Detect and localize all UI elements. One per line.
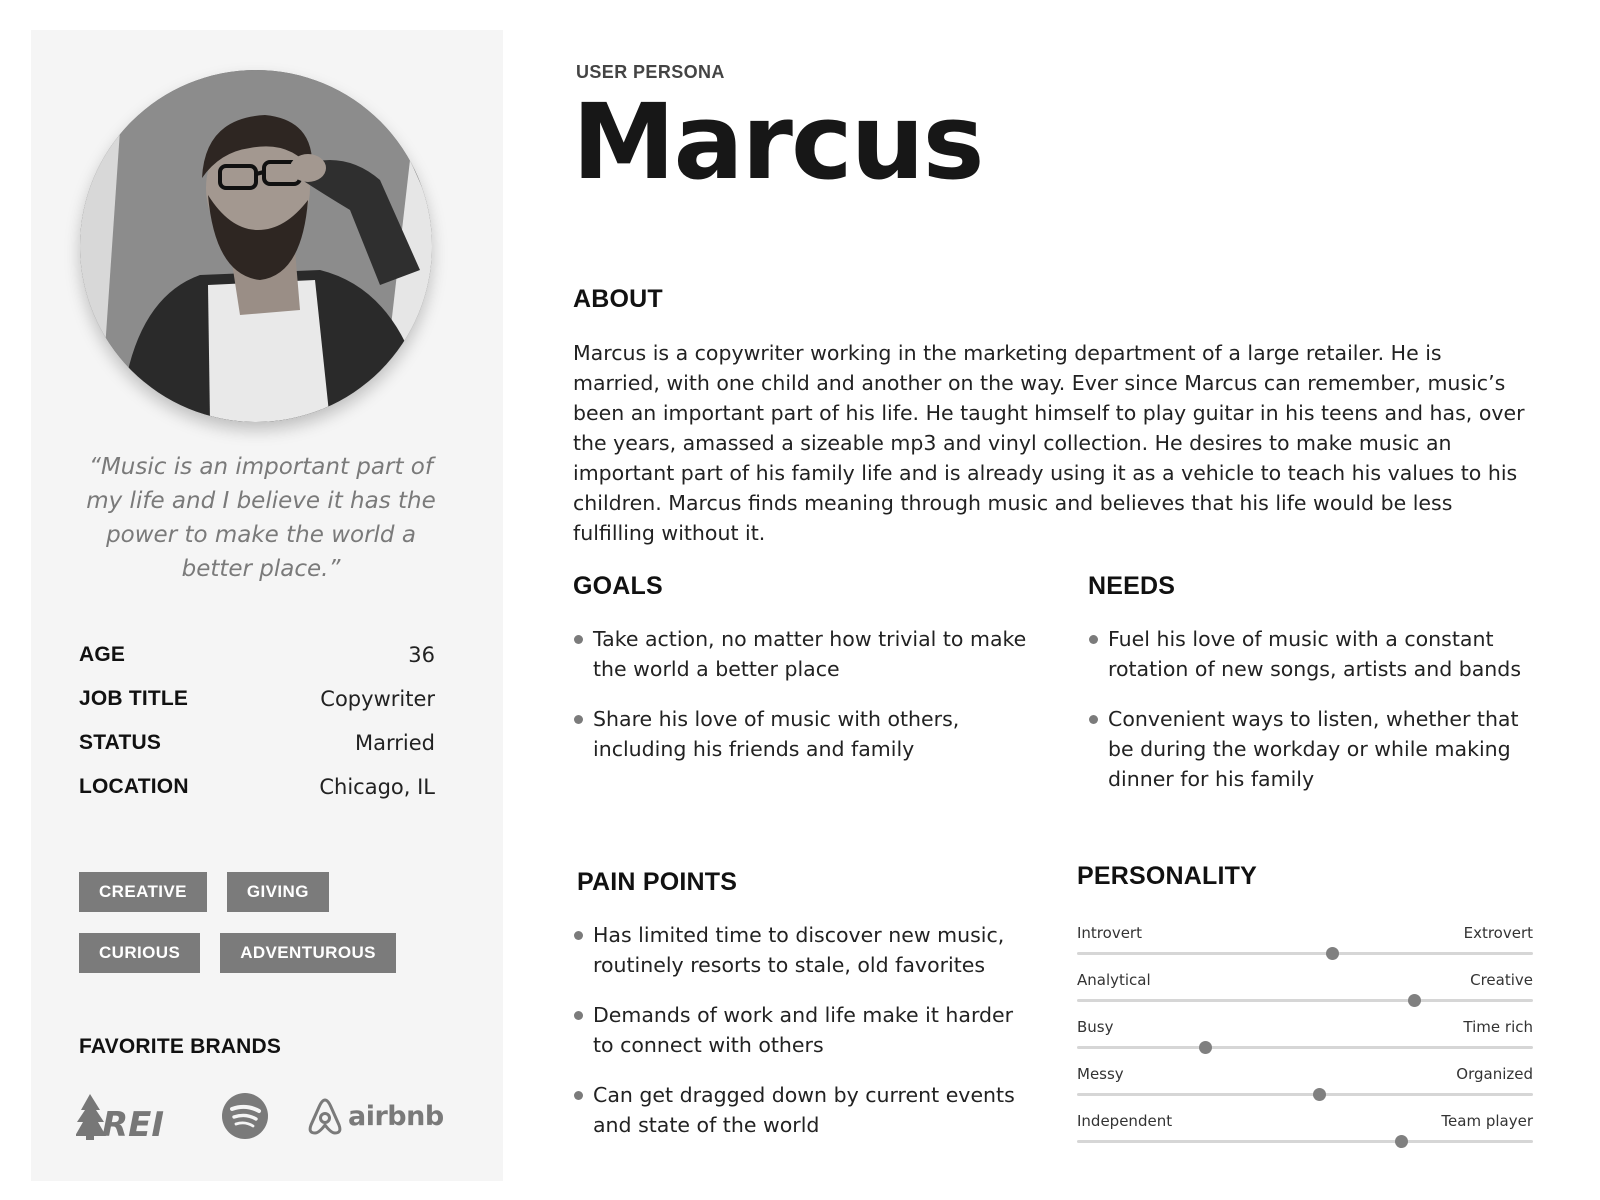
stat-row-age xyxy=(79,633,435,677)
brands-title: FAVORITE BRANDS xyxy=(79,1035,282,1058)
about-text: Marcus is a copywriter working in the marketing department of a large retailer. He is married, with one child and another on the way. Ever since Marcus can remember, music’s been an important part of his life. He taught himself to play guitar in his teens and has, over the years, amassed a sizeable mp3 and vinyl collection. He desires to make music an important part of his family life and is already using it as a vehicle to teach his values to his children. Marcus finds meaning through music and believes that his life would be less fulfilling without it. xyxy=(573,341,1525,545)
persona-sidebar xyxy=(31,30,503,1181)
svg-text:REI: REI xyxy=(102,1105,165,1140)
slider-handle[interactable] xyxy=(1408,994,1421,1007)
list-item: Demands of work and life make it harder to connect with others xyxy=(573,1000,1033,1060)
persona-name: Marcus xyxy=(572,81,983,203)
needs-title: NEEDS xyxy=(1088,572,1176,600)
about-title: ABOUT xyxy=(573,285,663,313)
slider-left-label: Analytical xyxy=(1077,971,1151,989)
persona-avatar xyxy=(80,70,432,422)
personality-sliders xyxy=(1077,922,1533,1157)
stat-value: Married xyxy=(355,731,435,755)
goals-list xyxy=(573,624,1033,784)
stat-label: AGE xyxy=(79,643,126,666)
stat-row-status xyxy=(79,721,435,765)
brand-rei xyxy=(76,1092,182,1140)
tag-adventurous: ADVENTUROUS xyxy=(220,933,396,973)
stat-label: LOCATION xyxy=(79,775,189,798)
slider-left-label: Introvert xyxy=(1077,924,1142,942)
list-item: Share his love of music with others, including his friends and family xyxy=(573,704,1033,764)
personality-title: PERSONALITY xyxy=(1077,862,1257,890)
goals-title: GOALS xyxy=(573,572,663,600)
list-item: Can get dragged down by current events and state of the world xyxy=(573,1080,1033,1140)
slider-track[interactable] xyxy=(1077,1046,1533,1049)
slider-right-label: Creative xyxy=(1470,971,1533,989)
tag-giving: GIVING xyxy=(227,872,329,912)
stat-label: JOB TITLE xyxy=(79,687,189,710)
list-item: Convenient ways to listen, whether that be during the workday or while making dinner for his family xyxy=(1088,704,1538,794)
personality-slider[interactable] xyxy=(1077,1016,1533,1063)
persona-tags xyxy=(79,872,459,994)
slider-handle[interactable] xyxy=(1313,1088,1326,1101)
spotify-logo-icon xyxy=(222,1093,268,1139)
slider-right-label: Extrovert xyxy=(1463,924,1533,942)
stat-value: Chicago, IL xyxy=(319,775,435,799)
personality-slider[interactable] xyxy=(1077,1063,1533,1110)
brand-logos xyxy=(76,1090,444,1142)
slider-left-label: Busy xyxy=(1077,1018,1114,1036)
list-item: Has limited time to discover new music, routinely resorts to stale, old favorites xyxy=(573,920,1033,980)
slider-handle[interactable] xyxy=(1199,1041,1212,1054)
persona-quote: “Music is an important part of my life and I believe it has the power to make the world a better place.” xyxy=(86,454,436,582)
page-eyebrow: USER PERSONA xyxy=(576,62,725,82)
brand-spotify xyxy=(222,1093,268,1139)
airbnb-wordmark: airbnb xyxy=(348,1100,444,1132)
stat-row-job-title xyxy=(79,677,435,721)
slider-right-label: Team player xyxy=(1441,1112,1533,1130)
personality-slider[interactable] xyxy=(1077,969,1533,1016)
rei-logo-icon xyxy=(76,1092,182,1140)
stat-label: STATUS xyxy=(79,731,162,754)
pain-points-title: PAIN POINTS xyxy=(577,868,738,896)
personality-slider[interactable] xyxy=(1077,1110,1533,1157)
slider-track[interactable] xyxy=(1077,999,1533,1002)
slider-track[interactable] xyxy=(1077,1093,1533,1096)
slider-handle[interactable] xyxy=(1326,947,1339,960)
slider-track[interactable] xyxy=(1077,1140,1533,1143)
tag-curious: CURIOUS xyxy=(79,933,200,973)
tag-creative: CREATIVE xyxy=(79,872,207,912)
personality-slider[interactable] xyxy=(1077,922,1533,969)
slider-right-label: Time rich xyxy=(1463,1018,1533,1036)
slider-left-label: Messy xyxy=(1077,1065,1124,1083)
stat-value: Copywriter xyxy=(320,687,435,711)
slider-handle[interactable] xyxy=(1395,1135,1408,1148)
pain-points-list xyxy=(573,920,1033,1160)
persona-stats xyxy=(79,633,435,809)
list-item: Take action, no matter how trivial to make the world a better place xyxy=(573,624,1033,684)
stat-value: 36 xyxy=(408,643,435,667)
list-item: Fuel his love of music with a constant rotation of new songs, artists and bands xyxy=(1088,624,1538,684)
slider-right-label: Organized xyxy=(1456,1065,1533,1083)
slider-track[interactable] xyxy=(1077,952,1533,955)
needs-list xyxy=(1088,624,1538,814)
person-photo-icon xyxy=(80,70,432,422)
slider-left-label: Independent xyxy=(1077,1112,1173,1130)
stat-row-location xyxy=(79,765,435,809)
airbnb-logo-icon xyxy=(308,1097,342,1135)
brand-airbnb xyxy=(308,1097,444,1135)
